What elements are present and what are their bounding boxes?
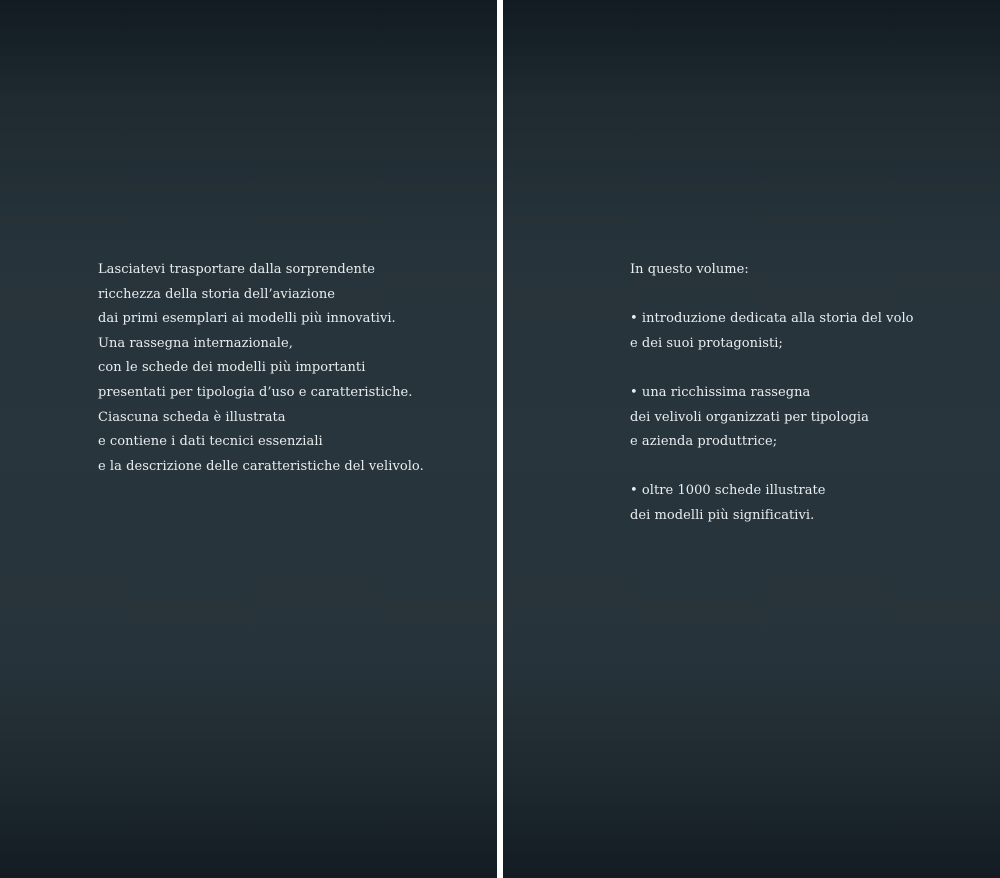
left-page [0, 0, 497, 878]
bullet-line: • una ricchissima rassegna [630, 384, 811, 400]
intro-line: con le schede dei modelli più importanti [98, 360, 366, 376]
contents-heading: In questo volume: [630, 262, 749, 277]
bullet-line: e azienda produttrice; [630, 434, 778, 450]
bullet-item-aircraft-survey [630, 381, 914, 455]
bullet-line: • introduzione dedicata alla storia del volo [630, 311, 914, 327]
spacer [630, 283, 914, 308]
intro-line: ricchezza della storia dell’aviazione [98, 286, 335, 302]
bullet-item-history [630, 307, 914, 356]
right-page [503, 0, 1000, 878]
intro-line: e contiene i dati tecnici essenziali [98, 434, 323, 450]
bullet-item-illustrated-cards [630, 479, 914, 528]
bullet-line: • oltre 1000 schede illustrate [630, 483, 826, 499]
contents-list [630, 258, 914, 529]
bullet-line: e dei suoi protagonisti; [630, 335, 783, 351]
intro-line: Una rassegna internazionale, [98, 335, 293, 351]
bullet-line: dei modelli più significativi. [630, 507, 815, 523]
intro-line: presentati per tipologia d’uso e caratteristiche. [98, 384, 413, 400]
spacer [630, 356, 914, 381]
bullet-line: dei velivoli organizzati per tipologia [630, 409, 869, 425]
intro-line: Lasciatevi trasportare dalla sorprendente [98, 262, 375, 277]
spacer [630, 455, 914, 480]
intro-line: e la descrizione delle caratteristiche del velivolo. [98, 458, 424, 474]
intro-line: Ciascuna scheda è illustrata [98, 409, 286, 425]
intro-paragraph [98, 258, 424, 479]
intro-line: dai primi esemplari ai modelli più innovativi. [98, 311, 396, 327]
